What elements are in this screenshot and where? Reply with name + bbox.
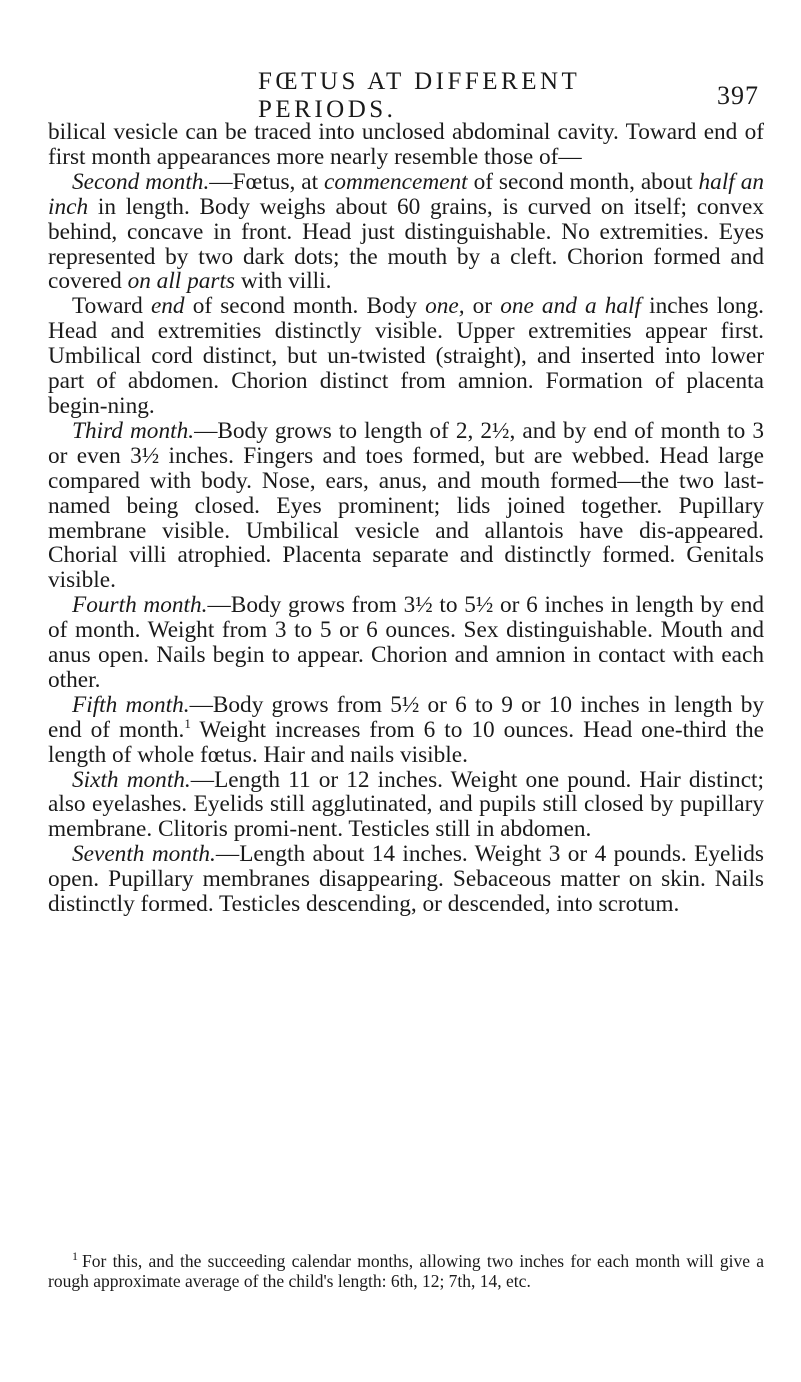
footnote-text: For this, and the succeeding calendar months, allowing two inches for each month will give a rough approximate average of the child's length: 6th, 12; 7th, 14, etc. [48,1250,764,1291]
third-month-heading: Third month. [72,417,195,444]
seventh-month-heading: Seventh month. [72,841,216,868]
paragraph-fifth-month: Fifth month.—Body grows from 5½ or 6 to 9 or 10 inches in length by end of month.$^1$ Weight increases from 6 to 10 ounces. Head one-third the length of whole fœtus. Hair and nails visible. [48,691,765,768]
page-body [48,120,764,917]
paragraph-third-month: Third month.—Body grows to length of 2, 2½, and by end of month to 3 or even 3½ inches. Fingers and toes formed, but are webbed. Head large compared with body. Nose, ears, anus, and mouth formed—the two last-named being closed. Eyes prominent; lids joined together. Pupillary membrane visible. Umbilical vesicle and allantois have dis-appeared. Chorial villi atrophied. Placenta separate and distinctly formed. Genitals visible. [48,417,764,594]
paragraph-sixth-month: Sixth month.—Length 11 or 12 inches. Weight one pound. Hair distinct; also eyelashes. Eyelids still agglutinated, and pupils still closed by pupillary membrane. Clitoris promi-nent. Testicles still in abdomen. [48,766,764,843]
footnote-number: 1 [72,1249,78,1263]
footnote [48,1246,764,1291]
paragraph-seventh-month: Seventh month.—Length about 14 inches. Weight 3 or 4 pounds. Eyelids open. Pupillary membranes disappearing. Sebaceous matter on skin. Nails distinctly formed. Testicles descending, or descended, into scrotum. [48,841,764,918]
running-title: FŒTUS AT DIFFERENT PERIODS. [258,68,580,123]
fifth-month-heading: Fifth month. [72,691,190,718]
paragraph-fourth-month: Fourth month.—Body grows from 3½ to 5½ or 6 inches in length by end of month. Weight from 3 to 5 or 6 ounces. Sex distinguishable. Mouth and anus open. Nails begin to appear. Chorion and amnion in contact with each other. [48,592,765,693]
fourth-month-heading: Fourth month. [72,592,208,619]
paragraph-end-second-month: Toward end of second month. Body one, or one and a half inches long. Head and extremities distinctly visible. Upper extremities appear first. Umbilical cord distinct, but un-twisted (straight), and inserted into lower part of abdomen. Chorion distinct from amnion. Formation of placenta begin-ning. [48,293,764,419]
footnote-reference[interactable]: 1 [184,715,191,731]
paragraph-second-month: Second month.—Fœtus, at commencement of second month, about half an inch in length. Body weighs about 60 grains, is curved on itself; convex behind, concave in front. Head just distinguishable. No extremities. Eyes represented by two dark dots; the mouth by a cleft. Chorion formed and covered on all parts with villi. [48,168,764,295]
sixth-month-heading: Sixth month. [72,766,191,793]
page-number: 397 [717,81,759,110]
second-month-heading: Second month. [72,168,210,195]
running-header [258,68,759,123]
paragraph-continuation: bilical vesicle can be traced into unclosed abdominal cavity. Toward end of first month appearances more nearly resemble those of— [48,119,764,170]
